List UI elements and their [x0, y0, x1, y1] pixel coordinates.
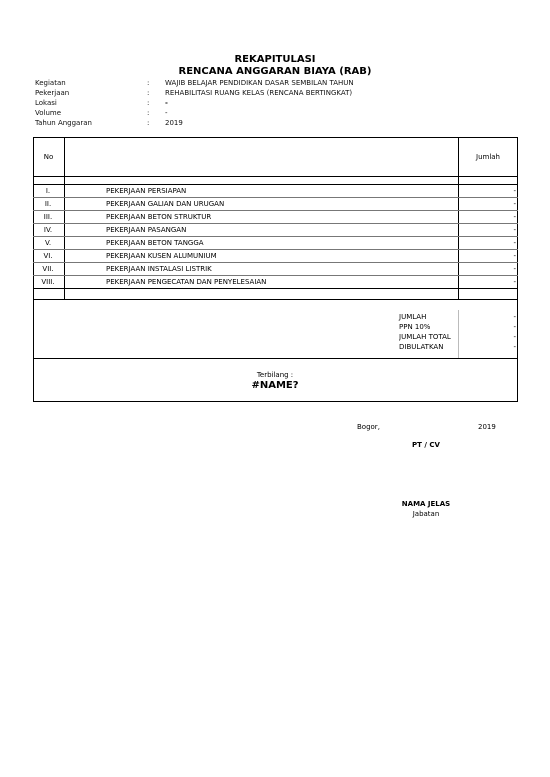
row-line	[33, 197, 518, 198]
summary-bottom-line	[33, 358, 518, 359]
info-label: Pekerjaan	[35, 89, 70, 97]
summary-label-jumlah-total: JUMLAH TOTAL	[399, 333, 451, 341]
row-amount: -	[513, 265, 516, 273]
info-separator: :	[147, 79, 150, 87]
info-label: Tahun Anggaran	[35, 119, 92, 127]
row-amount: -	[513, 187, 516, 195]
info-block	[0, 79, 550, 131]
summary-value-dibulatkan: -	[513, 343, 516, 351]
signature-place: Bogor,	[357, 423, 380, 431]
row-line	[33, 223, 518, 224]
row-line	[33, 275, 518, 276]
info-label: Kegiatan	[35, 79, 66, 87]
document-subtitle: RENCANA ANGGARAN BIAYA (RAB)	[178, 66, 372, 77]
row-amount: -	[513, 252, 516, 260]
summary-value-ppn: -	[513, 323, 516, 331]
info-value: -	[165, 99, 168, 107]
row-amount: -	[513, 200, 516, 208]
document-title: REKAPITULASI	[234, 54, 316, 65]
row-number: III.	[43, 213, 53, 221]
row-line	[33, 249, 518, 250]
summary-label-ppn: PPN 10%	[399, 323, 431, 331]
column-header-no: No	[43, 153, 54, 161]
info-label: Volume	[35, 109, 62, 117]
row-line	[33, 210, 518, 211]
summary-label-jumlah: JUMLAH	[399, 313, 427, 321]
signature-position: Jabatan	[412, 510, 440, 518]
info-value: 2019	[165, 119, 183, 127]
info-value: REHABILITASI RUANG KELAS (RENCANA BERTINGKAT)	[165, 89, 353, 97]
row-number: VIII.	[41, 278, 55, 286]
spacer-bottom-line	[33, 184, 518, 185]
row-description: PEKERJAAN PASANGAN	[106, 226, 187, 234]
signature-company: PT / CV	[412, 441, 440, 449]
row-line	[33, 262, 518, 263]
row-number: II.	[44, 200, 52, 208]
row-description: PEKERJAAN BETON STRUKTUR	[106, 213, 212, 221]
signature-year: 2019	[478, 423, 496, 431]
summary-value-jumlah: -	[513, 313, 516, 321]
header-bottom-line	[33, 176, 518, 177]
row-description: PEKERJAAN GALIAN DAN URUGAN	[106, 200, 225, 208]
row-description: PEKERJAAN KUSEN ALUMUNIUM	[106, 252, 217, 260]
info-separator: :	[147, 119, 150, 127]
row-description: PEKERJAAN INSTALASI LISTRIK	[106, 265, 212, 273]
row-description: PEKERJAAN PERSIAPAN	[106, 187, 187, 195]
info-value: WAJIB BELAJAR PENDIDIKAN DASAR SEMBILAN TAHUN	[165, 79, 354, 87]
row-number: I.	[45, 187, 51, 195]
row-description: PEKERJAAN PENGECATAN DAN PENYELESAIAN	[106, 278, 267, 286]
row-number: VI.	[43, 252, 53, 260]
info-label: Lokasi	[35, 99, 57, 107]
row-number: IV.	[43, 226, 53, 234]
column-header-jumlah: Jumlah	[476, 153, 500, 161]
row-number: VII.	[42, 265, 54, 273]
row-line	[33, 236, 518, 237]
items-section-bottom-line	[33, 299, 518, 300]
row-amount: -	[513, 213, 516, 221]
rows-bottom-line	[33, 288, 518, 289]
info-separator: :	[147, 99, 150, 107]
row-amount: -	[513, 239, 516, 247]
summary-value-jumlah-total: -	[513, 333, 516, 341]
row-amount: -	[513, 278, 516, 286]
terbilang-label: Terbilang :	[256, 371, 294, 379]
row-number: V.	[44, 239, 52, 247]
row-amount: -	[513, 226, 516, 234]
terbilang-value: #NAME?	[251, 380, 299, 391]
info-separator: :	[147, 109, 150, 117]
row-description: PEKERJAAN BETON TANGGA	[106, 239, 204, 247]
info-value: -	[165, 109, 168, 117]
signature-name: NAMA JELAS	[401, 500, 451, 508]
info-separator: :	[147, 89, 150, 97]
summary-label-dibulatkan: DIBULATKAN	[399, 343, 444, 351]
